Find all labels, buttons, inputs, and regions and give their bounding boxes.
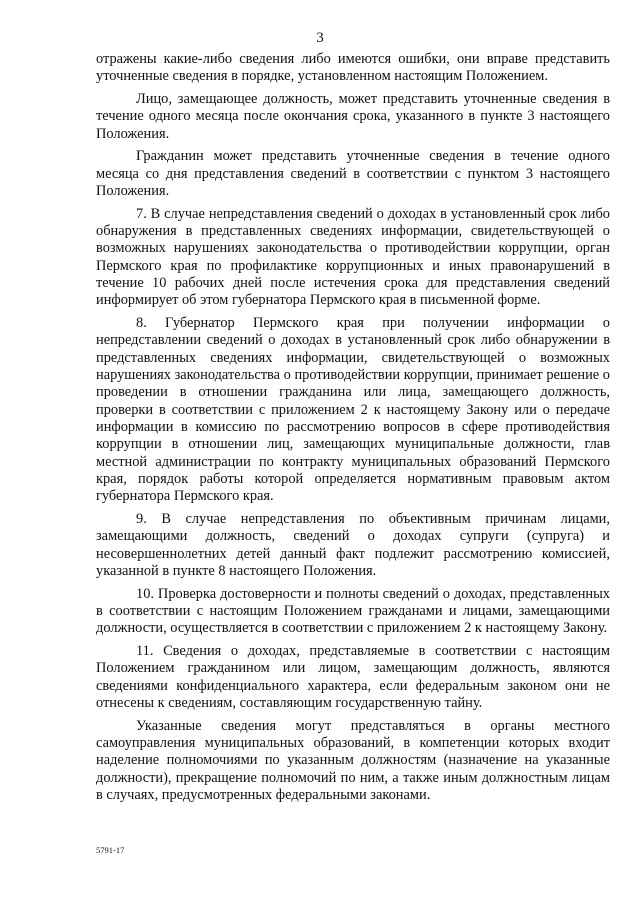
- paragraph-item-10: 10. Проверка достоверности и полноты сведений о доходах, представленных в соответствии с настоящим Положением гражданами и лицами, замещающими должности, осуществляется в соответствии с приложением 2 к настоящему Закону.: [96, 585, 610, 637]
- paragraph-continuation: отражены какие-либо сведения либо имеются ошибки, они вправе представить уточненные сведения в порядке, установленном настоящим Положением.: [96, 51, 610, 85]
- paragraph-item-8: 8. Губернатор Пермского края при получении информации о непредставлении сведений о доходах в установленный срок либо обнаружении в представленных сведениях информации, свидетельствующей о возможных нарушениях законодательства о противодействии коррупции, принимает решение о проведении в отношении гражданина или лица, замещающего должность, проверки в соответствии с приложением 2 к настоящему Закону или о передаче информации в комиссию по рассмотрению вопросов в сфере противодействия коррупции в отношении лиц, замещающих муниципальные должности, глав местной администрации по контракту муниципальных образований Пермского края, порядок работы которой определяется нормативным правовым актом губернатора Пермского края.: [96, 315, 610, 505]
- paragraph-item-7: 7. В случае непредставления сведений о доходах в установленный срок либо обнаружения в представленных сведениях информации, свидетельствующей о возможных нарушениях законодательства о противодействии коррупции, орган Пермского края по профилактике коррупционных и иных правонарушений в течение 10 рабочих дней после истечения срока для представления сведений информирует об этом губернатора Пермского края в письменной форме.: [96, 205, 610, 309]
- document-code: 5791-17: [96, 845, 125, 855]
- paragraph-clarified-info-citizen: Гражданин может представить уточненные сведения в течение одного месяца со дня представления сведений в соответствии с пунктом 3 настоящего Положения.: [96, 148, 610, 200]
- paragraph-item-9: 9. В случае непредставления по объективным причинам лицами, замещающими должность, сведений о доходах супруги (супруга) и несовершеннолетних детей данный факт подлежит рассмотрению комиссией, указанной в пункте 8 настоящего Положения.: [96, 510, 610, 579]
- document-body: [96, 51, 610, 810]
- paragraph-item-11-continued: Указанные сведения могут представляться в органы местного самоуправления муниципальных образований, в компетенции которых входит наделение полномочиями по указанным должностям (назначение на указанные должности), прекращение полномочий по ним, а также иным должностным лицам в случаях, предусмотренных федеральными законами.: [96, 717, 610, 803]
- paragraph-clarified-info-official: Лицо, замещающее должность, может представить уточненные сведения в течение одного месяца после окончания срока, указанного в пункте 3 настоящего Положения.: [96, 91, 610, 142]
- paragraph-item-11: 11. Сведения о доходах, представляемые в соответствии с настоящим Положением гражданином или лицом, замещающим должность, являются сведениями конфиденциального характера, если федеральным законом они не отнесены к сведениям, составляющим государственную тайну.: [96, 643, 610, 711]
- page-number: 3: [316, 30, 324, 46]
